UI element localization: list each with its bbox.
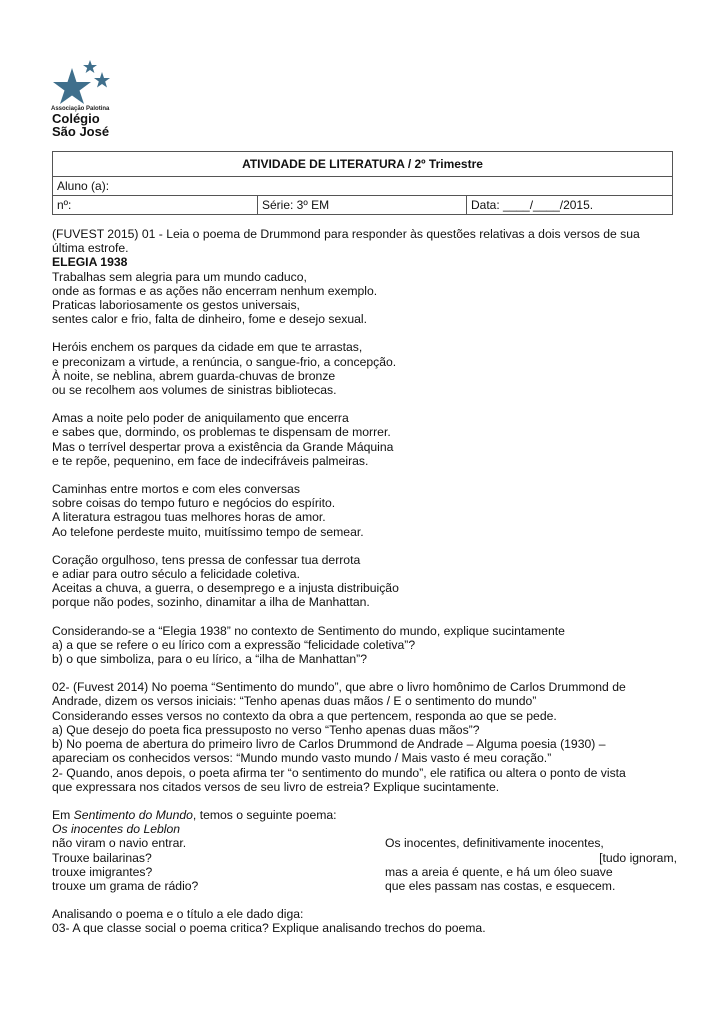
question-2 [52,680,677,794]
poem-verse: e adiar para outro século a felicidade coletiva. [52,567,300,582]
poem-verse: ou se recolhem aos volumes de sinistras bibliotecas. [52,383,337,398]
q1-item-a: a) a que se refere o eu lírico com a expressão “felicidade coletiva”? [52,637,416,652]
poem-verse: À noite, se neblina, abrem guarda-chuvas de bronze [52,368,336,383]
poem-verse: Trouxe bailarinas? [52,850,152,865]
worksheet-content [52,227,677,936]
poem-verse: sobre coisas do tempo futuro e negócios do espírito. [52,496,336,511]
poem-two-columns [52,836,677,893]
poem-verse: trouxe imigrantes? [52,864,153,879]
poem-verse: Caminhas entre mortos e com eles conversas [52,482,300,497]
school-name-line1: Colégio [52,111,100,126]
poem-verse: trouxe um grama de rádio? [52,878,199,893]
poem-title: Os inocentes do Leblon [52,822,181,837]
poem-left-column [52,836,385,893]
poem-verse: sentes calor e frio, falta de dinheiro, fome e desejo sexual. [52,312,368,327]
poem-verse: porque não podes, sozinho, dinamitar a ilha de Manhattan. [52,595,370,610]
poem-title: ELEGIA 1938 [52,255,128,270]
q1-intro-cont: última estrofe. [52,241,129,256]
student-number-field[interactable]: nº: [53,196,258,215]
poem-verse: e te repõe, pequenino, em face de indecifráveis palmeiras. [52,453,369,468]
q3-question: 03- A que classe social o poema critica? Explique analisando trechos do poema. [52,921,486,936]
date-field[interactable]: Data: ____/____/2015. [467,196,673,215]
poem-right-column [385,836,677,893]
poem-verse: Praticas laboriosamente os gestos universais, [52,298,300,313]
poem-verse: onde as formas e as ações não encerram nenhum exemplo. [52,283,378,298]
poem-stanza [52,270,677,327]
q2-line: apareciam os conhecidos versos: “Mundo mundo vasto mundo / Mais vasto é meu coração.” [52,751,552,766]
grade-field: Série: 3º EM [258,196,467,215]
stars-icon [50,60,112,104]
q2-line: 02- (Fuvest 2014) No poema “Sentimento do mundo”, que abre o livro homônimo de Carlos Drummond de [52,680,626,695]
poem-stanza [52,411,677,468]
q2-line: que expressara nos citados versos de seu livro de estreia? Explique sucintamente. [52,779,500,794]
school-logo [50,60,120,138]
poem-verse: A literatura estragou tuas melhores horas de amor. [52,510,326,525]
q2-line: 2- Quando, anos depois, o poeta afirma ter “o sentimento do mundo”, ele ratifica ou altera o ponto de vista [52,765,626,780]
school-name-line2: São José [52,124,110,139]
poem-stanza [52,482,677,539]
question-3 [52,808,677,936]
poem-verse: Aceitas a chuva, a guerra, o desemprego e a injusta distribuição [52,581,399,596]
poem-verse: Amas a noite pelo poder de aniquilamento que encerra [52,411,349,426]
header-table [52,151,673,215]
book-title: Sentimento do Mundo [73,807,193,822]
q2-line: a) Que desejo do poeta fica pressuposto no verso “Tenho apenas duas mãos”? [52,722,480,737]
poem-verse: Heróis enchem os parques da cidade em que te arrastas, [52,340,363,355]
q1-intro: (FUVEST 2015) 01 - Leia o poema de Drummond para responder às questões relativas a dois versos de sua [52,227,640,241]
q3-instruction: Analisando o poema e o título a ele dado diga: [52,907,304,922]
poem-verse: não viram o navio entrar. [52,836,187,851]
poem-stanza [52,553,677,610]
poem-verse: e preconizam a virtude, a renúncia, o sangue-frio, a concepção. [52,354,397,369]
poem-verse: Mas o terrível despertar prova a existência da Grande Máquina [52,439,394,454]
association-name: Associação Palotina [51,106,110,112]
q2-line: Andrade, dizem os versos iniciais: “Tenho apenas duas mãos / E o sentimento do mundo” [52,694,537,709]
poem-verse: Ao telefone perdeste muito, muitíssimo tempo de semear. [52,524,364,539]
poem-verse: Trabalhas sem alegria para um mundo caduco, [52,269,307,284]
student-name-field[interactable]: Aluno (a): [53,177,673,196]
question-1 [52,227,677,666]
q2-line: Considerando esses versos no contexto da obra a que pertencem, responda ao que se pede. [52,708,557,723]
poem-verse: que eles passam nas costas, e esquecem. [385,878,616,893]
q1-item-b: b) o que simboliza, para o eu lírico, a “ilha de Manhattan”? [52,652,368,667]
q2-line: b) No poema de abertura do primeiro livro de Carlos Drummond de Andrade – Alguma poesia (1930) – [52,737,606,752]
poem-verse: e sabes que, dormindo, os problemas te dispensam de morrer. [52,425,391,440]
q3-intro-suffix: , temos o seguinte poema: [192,807,337,822]
poem-stanza [52,340,677,397]
poem-verse: Os inocentes, definitivamente inocentes, [385,836,604,851]
poem-verse: mas a areia é quente, e há um óleo suave [385,864,613,879]
poem-verse: [tudo ignoram, [599,850,677,865]
q3-intro-prefix: Em [52,807,74,822]
q3-intro [52,808,677,822]
poem-verse: Coração orgulhoso, tens pressa de confessar tua derrota [52,552,361,567]
activity-title: ATIVIDADE DE LITERATURA / 2º Trimestre [53,152,673,177]
q1-question-intro: Considerando-se a “Elegia 1938” no contexto de Sentimento do mundo, explique sucintamente [52,623,565,638]
